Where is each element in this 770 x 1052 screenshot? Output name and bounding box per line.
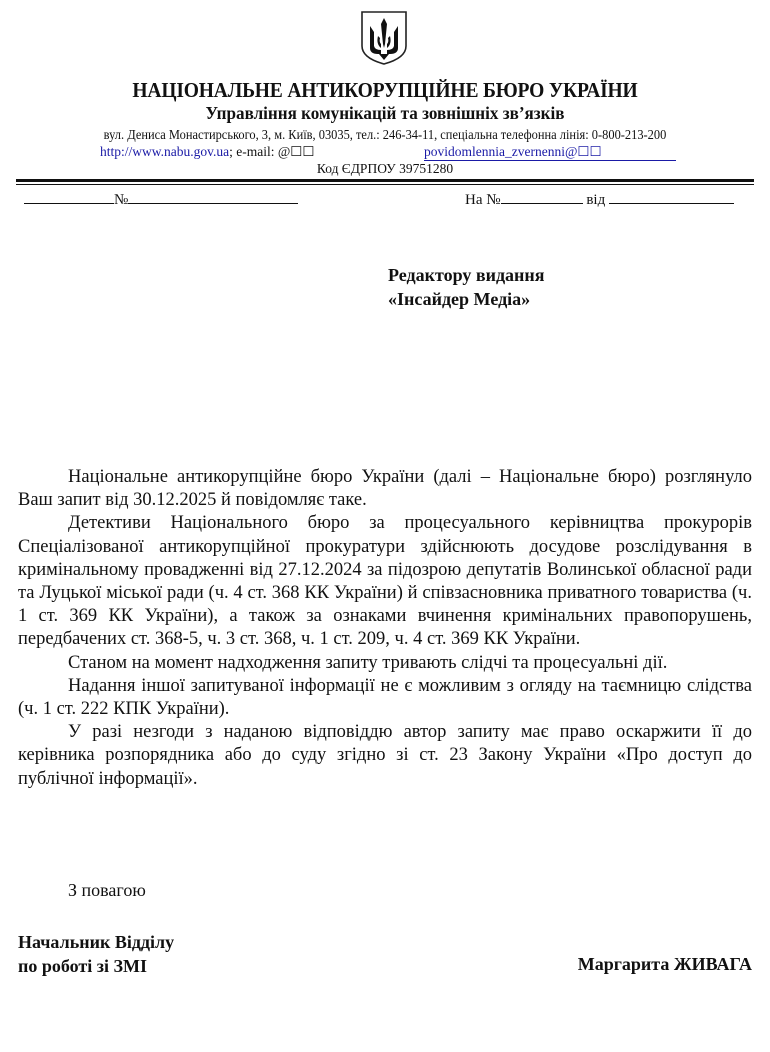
edrpou-code: Код ЄДРПОУ 39751280 (316, 161, 454, 176)
letterhead-divider-thin (16, 184, 754, 185)
email-label: ; e-mail: (229, 144, 278, 159)
letter-body (18, 466, 752, 791)
addressee-block (388, 263, 545, 311)
incoming-reference (465, 189, 734, 209)
department-name: Управління комунікацій та зовнішніх зв’язків (205, 103, 565, 123)
signatory-name: Маргарита ЖИВАГА (577, 954, 752, 974)
outgoing-registration (24, 189, 298, 209)
letterhead-divider-thick (16, 179, 754, 182)
email-address-1[interactable]: @☐☐ (277, 144, 315, 159)
organization-name: НАЦІОНАЛЬНЕ АНТИКОРУПЦІЙНЕ БЮРО УКРАЇНИ (132, 78, 638, 102)
signatory-title-line-1: Начальник Відділу (18, 932, 175, 952)
email-address-2-link[interactable]: povidomlennia_zvernenni@☐☐ (424, 144, 676, 161)
body-paragraph: Національне антикорупційне бюро України (далі – Національне бюро) розглянуло Ваш запит від 30.12.2025 й повідомляє таке. (18, 467, 752, 511)
organization-address: вул. Дениса Монастирського, 3, м. Київ, 03035, тел.: 246-34-11, спеціальна телефонна лінія: 0-800-213-200 (103, 127, 667, 142)
outgoing-number-blank (128, 189, 298, 204)
addressee-line-2: «Інсайдер Медіа» (388, 289, 531, 309)
signatory-title-line-2: по роботі зі ЗМІ (18, 956, 147, 976)
signatory-title (18, 930, 174, 978)
body-paragraph: Детективи Національного бюро за процесуального керівництва прокурорів Спеціалізованої антикорупційної прокуратури здійснюють досудове розслідування в кримінальному провадженні від 27.12.2024 за підозрою депутатів Волинської обласної ради та Луцької міської ради (ч. 4 ст. 368 КК України) й співзасновника приватного товариства (ч. 1 ст. 369 КК України), а також за ознаками вчинення кримінальних правопорушень, передбачених ст. 368-5, ч. 3 ст. 368, ч. 1 ст. 209, ч. 4 ст. 369 КК України. (18, 513, 752, 650)
reply-to-number-label: На № (465, 192, 501, 208)
reply-to-date-blank (609, 189, 734, 204)
outgoing-date-blank (24, 189, 114, 204)
reply-to-date-label: від (586, 192, 606, 208)
website-link[interactable]: http://www.nabu.gov.ua (100, 144, 230, 159)
body-paragraph: Надання іншої запитуваної інформації не є можливим з огляду на таємницю слідства (ч. 1 ст. 222 КПК України). (18, 675, 752, 720)
reply-to-number-blank (501, 189, 583, 204)
body-paragraph: Станом на момент надходження запиту тривають слідчі та процесуальні дії. (68, 652, 668, 673)
trident-emblem-icon (359, 10, 409, 66)
body-paragraph: У разі незгоди з наданою відповіддю автор запиту має право оскаржити її до керівника розпорядника або до суду згідно зі ст. 23 Закону України «Про доступ до публічної інформації». (18, 722, 752, 789)
contacts-line (100, 144, 314, 160)
closing-phrase: З повагою (68, 880, 146, 900)
addressee-line-1: Редактору видання (388, 265, 545, 285)
outgoing-number-label: № (114, 192, 129, 208)
